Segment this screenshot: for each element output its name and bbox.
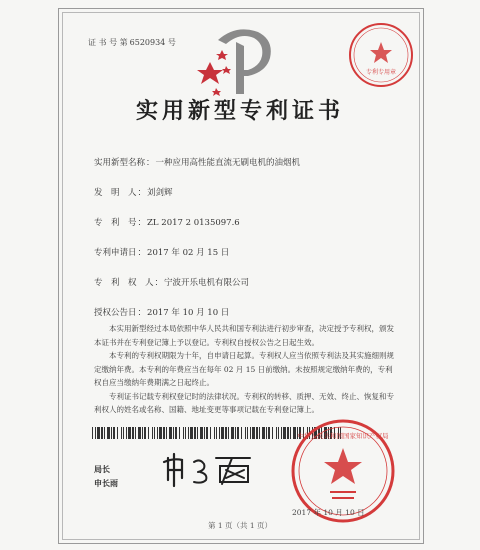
small-red-seal bbox=[346, 20, 416, 90]
director-title bbox=[94, 462, 118, 490]
small-seal-text: 专利专用章 bbox=[365, 69, 397, 76]
field-patent-number: 专 利 号：ZL 2017 2 0135097.6 bbox=[94, 218, 240, 228]
field-value: 刘剑辉 bbox=[147, 188, 173, 198]
field-value: 一种应用高性能直流无刷电机的油烟机 bbox=[155, 158, 301, 168]
certificate-title: 实用新型专利证书 bbox=[135, 98, 344, 124]
field-utility-model-name: 实用新型名称：一种应用高性能直流无刷电机的油烟机 bbox=[94, 158, 301, 168]
big-seal-text: 中华人民共和国国家知识产权局 bbox=[297, 432, 389, 440]
field-grant-date: 授权公告日：2017 年 10 月 10 日 bbox=[94, 308, 230, 318]
field-value: 宁波开乐电机有限公司 bbox=[164, 278, 250, 288]
director-signature bbox=[160, 448, 260, 488]
field-label: 实用新型名称 bbox=[94, 158, 146, 168]
certificate-number bbox=[88, 37, 176, 48]
date-stamp: 2017 年 10 月 10 日 bbox=[292, 508, 365, 517]
field-patentee: 专 利 权 人：宁波开乐电机有限公司 bbox=[94, 278, 250, 288]
page-number: 第 1 页（共 1 页） bbox=[207, 521, 273, 530]
certificate-body bbox=[94, 322, 394, 417]
field-value: 2017 年 02 月 15 日 bbox=[147, 248, 230, 258]
director-title-line1: 局长 bbox=[94, 464, 110, 474]
patent-office-logo bbox=[196, 22, 282, 96]
field-value: 2017 年 10 月 10 日 bbox=[147, 308, 230, 318]
field-label: 专利申请日 bbox=[94, 248, 137, 258]
body-paragraph: 专利证书记载专利权登记时的法律状况。专利权的转移、质押、无效、终止、恢复和专利权人的姓名或名称、国籍、地址变更等事项记载在专利登记簿上。 bbox=[94, 391, 394, 414]
field-inventor: 发 明 人：刘剑辉 bbox=[94, 188, 173, 198]
certificate-number-label: 证 书 号 第 bbox=[88, 38, 128, 47]
field-label: 专 利 号 bbox=[94, 218, 137, 228]
body-paragraph: 本专利的专利权期限为十年，自申请日起算。专利权人应当依照专利法及其实施细则规定缴纳年费。本专利的年费应当在每年 02 月 15 日前缴纳。未按照规定缴纳年费的，专利权自应当缴纳年费期满之日起终止。 bbox=[94, 351, 394, 387]
field-label: 专 利 权 人 bbox=[94, 278, 154, 288]
field-value: ZL 2017 2 0135097.6 bbox=[147, 218, 240, 228]
field-label: 发 明 人 bbox=[94, 188, 137, 198]
director-name: 申长雨 bbox=[94, 478, 118, 488]
field-application-date: 专利申请日：2017 年 02 月 15 日 bbox=[94, 248, 230, 258]
body-paragraph: 本实用新型经过本局依照中华人民共和国专利法进行初步审查，决定授予专利权，颁发本证书并在专利登记簿上予以登记。专利权自授权公告之日起生效。 bbox=[94, 324, 394, 347]
certificate-number-suffix: 号 bbox=[167, 38, 176, 47]
certificate-number-value: 6520934 bbox=[129, 38, 166, 47]
field-label: 授权公告日 bbox=[94, 308, 137, 318]
